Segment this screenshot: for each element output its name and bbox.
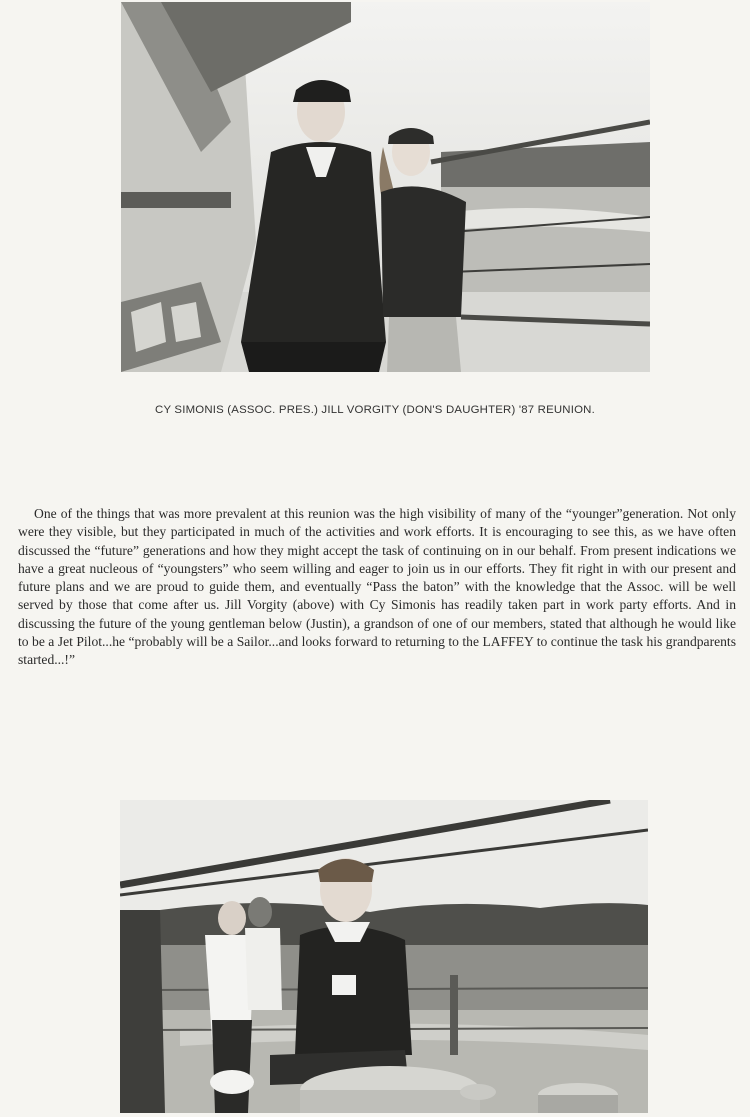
reunion-photo-top [121,2,650,372]
reunion-photo-bottom [120,800,648,1113]
article-paragraph: One of the things that was more prevalent at this reunion was the high visibility of many of the “younger”generation. Not only were they visible, but they participated in much of the activities and work efforts. It is encouraging to see this, as we have often discussed the “future” generations and how they might accept the task of continuing on in our behalf. From present indications we have a great nucleous of “youngsters” who seem willing and eager to join us in our efforts. They fit right in with our present and future plans and we are proud to guide them, and eventually “Pass the baton” with the knowledge that the Assoc. will be well served by those that come after us. Jill Vorgity (above) with Cy Simonis has readily taken part in work party efforts. And in discussing the future of the young gentleman below (Justin), a grandson of one of our members, stated that although he would like to be a Jet Pilot...he “probably will be a Sailor...and looks forward to returning to the LAFFEY to continue the task his grandparents started...!” [18,506,736,668]
photo-bottom-illustration [120,800,648,1113]
photo-caption: CY SIMONIS (ASSOC. PRES.) JILL VORGITY (DON'S DAUGHTER) '87 REUNION. [155,404,595,416]
photo-top-illustration [121,2,650,372]
